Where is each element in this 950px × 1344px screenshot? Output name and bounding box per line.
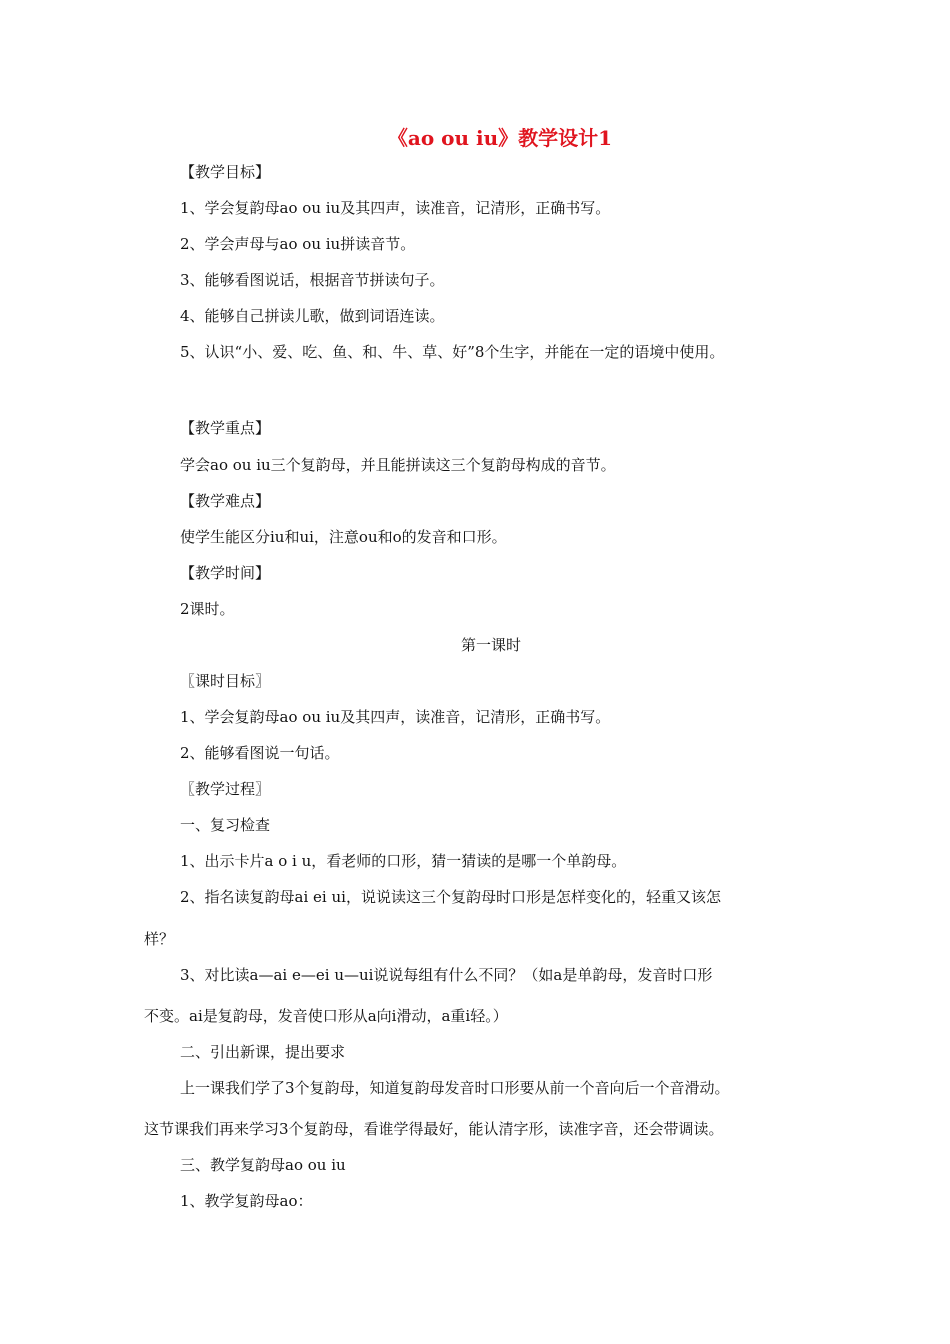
lesson-goal-2: 2、能够看图说一句话。 [180,744,340,762]
heading-key-points: 【教学重点】 [180,419,271,437]
goal-item-3: 3、能够看图说话，根据音节拼读句子。 [180,271,445,289]
heading-teaching-process: 〖教学过程〗 [180,780,271,798]
new-lesson-paragraph: 上一课我们学了3个复韵母，知道复韵母发音时口形要从前一个音向后一个音滑动。 [180,1079,730,1097]
review-step-2: 2、指名读复韵母ai ei ui，说说读这三个复韵母时口形是怎样变化的，轻重又该怎 [180,888,721,906]
goal-item-1: 1、学会复韵母ao ou iu及其四声，读准音，记清形，正确书写。 [180,199,611,217]
document-title: 《ao ou iu》教学设计1 [387,126,613,150]
lesson-goal-1: 1、学会复韵母ao ou iu及其四声，读准音，记清形，正确书写。 [180,708,611,726]
new-lesson-paragraph-cont: 这节课我们再来学习3个复韵母，看谁学得最好，能认清字形，读准字音，还会带调读。 [144,1120,724,1138]
review-step-1: 1、出示卡片a o i u，看老师的口形，猜一猜读的是哪一个单韵母。 [180,852,627,870]
review-step-3: 3、对比读a—ai e—ei u—ui说说每组有什么不同？（如a是单韵母，发音时口形 [180,966,713,984]
section-new-lesson: 二、引出新课，提出要求 [180,1043,346,1061]
heading-teaching-time: 【教学时间】 [180,564,271,582]
goal-item-2: 2、学会声母与ao ou iu拼读音节。 [180,235,416,253]
lesson-one-heading: 第一课时 [460,636,521,654]
goal-item-4: 4、能够自己拼读儿歌，做到词语连读。 [180,307,445,325]
section-review: 一、复习检查 [180,816,271,834]
review-step-3-cont: 不变。ai是复韵母，发音使口形从a向i滑动，a重i轻。） [144,1007,508,1025]
heading-lesson-goals: 〖课时目标〗 [180,672,271,690]
heading-teaching-goals: 【教学目标】 [180,163,271,181]
difficulties-text: 使学生能区分iu和ui，注意ou和o的发音和口形。 [180,528,507,546]
goal-item-5: 5、认识“小、爱、吃、鱼、和、牛、草、好”8个生字，并能在一定的语境中使用。 [180,343,725,361]
key-points-text: 学会ao ou iu三个复韵母，并且能拼读这三个复韵母构成的音节。 [180,456,616,474]
teach-ao-step: 1、教学复韵母ao： [180,1192,313,1210]
section-teach-finals: 三、教学复韵母ao ou iu [180,1156,346,1174]
review-step-2-cont: 样？ [144,930,175,948]
teaching-time-text: 2课时。 [180,600,235,618]
heading-difficulties: 【教学难点】 [180,492,271,510]
